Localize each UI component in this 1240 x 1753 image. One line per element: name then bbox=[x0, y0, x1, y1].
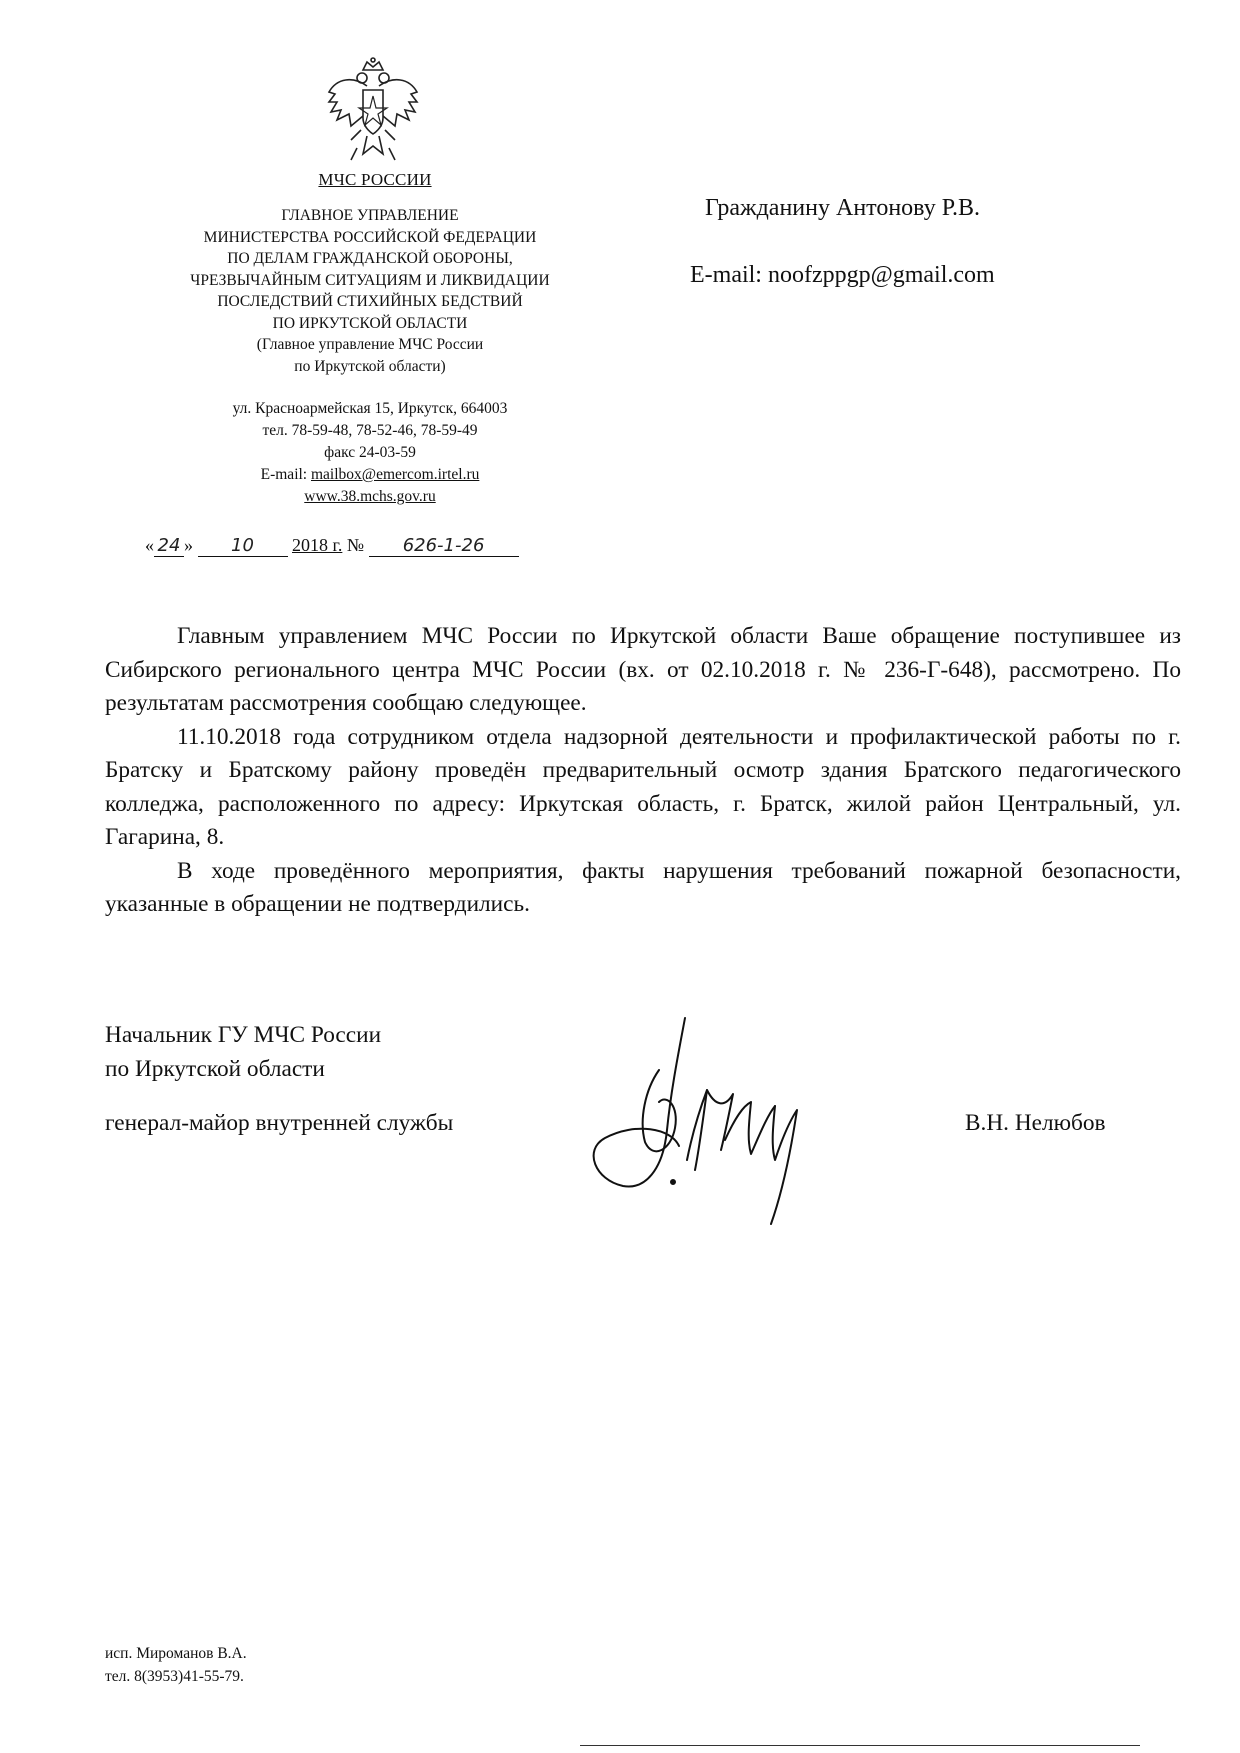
emercom-emblem-icon bbox=[323, 56, 423, 168]
org-name: МЧС РОССИИ bbox=[318, 170, 432, 189]
email-line bbox=[150, 464, 590, 486]
signatory-rank: генерал-майор внутренней службы bbox=[105, 1110, 454, 1136]
body-paragraph: 11.10.2018 года сотрудником отдела надзорной деятельности и профилактической работы по г. Братску и Братскому району проведён предварительный осмотр здания Братского педагогического колледжа, расположенного по адресу: Иркутская область, г. Братск, жилой район Центральный, ул. Гагарина, 8. bbox=[105, 723, 1181, 850]
department-line: по Иркутской области) bbox=[294, 357, 446, 375]
department-line: ПО ДЕЛАМ ГРАЖДАНСКОЙ ОБОРОНЫ, bbox=[227, 250, 513, 267]
department-line: МИНИСТЕРСТВА РОССИЙСКОЙ ФЕДЕРАЦИИ bbox=[203, 228, 537, 246]
executor-phone: тел. 8(3953)41-55-79. bbox=[105, 1668, 244, 1685]
bottom-divider bbox=[580, 1745, 1140, 1746]
open-quote: « bbox=[145, 535, 154, 555]
document-date-number bbox=[145, 535, 605, 557]
date-day: 24 bbox=[154, 536, 184, 557]
addressee-email: E-mail: noofzppgp@gmail.com bbox=[690, 262, 995, 288]
letter-body bbox=[105, 620, 1181, 922]
department-line: ПО ИРКУТСКОЙ ОБЛАСТИ bbox=[272, 314, 468, 332]
signatory-name: В.Н. Нелюбов bbox=[965, 1110, 1106, 1136]
website-link[interactable]: www.38.mchs.gov.ru bbox=[304, 488, 436, 505]
phone: тел. 78-59-48, 78-52-46, 78-59-49 bbox=[262, 422, 478, 439]
signatory-title-line-1: Начальник ГУ МЧС России bbox=[105, 1022, 382, 1048]
signatory-title-line-2: по Иркутской области bbox=[105, 1056, 325, 1082]
department-line: ГЛАВНОЕ УПРАВЛЕНИЕ bbox=[281, 207, 459, 224]
address: ул. Красноармейская 15, Иркутск, 664003 bbox=[232, 400, 508, 417]
email-link[interactable]: mailbox@emercom.irtel.ru bbox=[311, 466, 480, 483]
number-label: № bbox=[346, 535, 365, 555]
date-year: 2018 г. bbox=[292, 535, 343, 555]
body-paragraph: Главным управлением МЧС России по Иркутской области Ваше обращение поступившее из Сибирского регионального центра МЧС России (вх. от 02.10.2018 г. № 236-Г-648), рассмотрено. По результатам рассмотрения сообщаю следующее. bbox=[105, 623, 1181, 716]
executor: исп. Мироманов В.А. bbox=[105, 1645, 247, 1662]
department-line: ПОСЛЕДСТВИЙ СТИХИЙНЫХ БЕДСТВИЙ bbox=[217, 293, 523, 310]
body-paragraph: В ходе проведённого мероприятия, факты нарушения требований пожарной безопасности, указанные в обращении не подтвердились. bbox=[105, 857, 1181, 917]
contact-block bbox=[150, 398, 590, 508]
date-month: 10 bbox=[198, 536, 288, 557]
department-block bbox=[120, 205, 620, 377]
department-line: (Главное управление МЧС России bbox=[256, 336, 484, 353]
fax: факс 24-03-59 bbox=[324, 444, 416, 461]
department-line: ЧРЕЗВЫЧАЙНЫМ СИТУАЦИЯМ И ЛИКВИДАЦИИ bbox=[190, 271, 550, 289]
close-quote: » bbox=[184, 535, 193, 555]
email-label: E-mail: bbox=[260, 466, 311, 483]
addressee-name: Гражданину Антонову Р.В. bbox=[705, 195, 981, 221]
document-number: 626-1-26 bbox=[369, 536, 519, 557]
handwritten-signature bbox=[575, 1010, 835, 1240]
